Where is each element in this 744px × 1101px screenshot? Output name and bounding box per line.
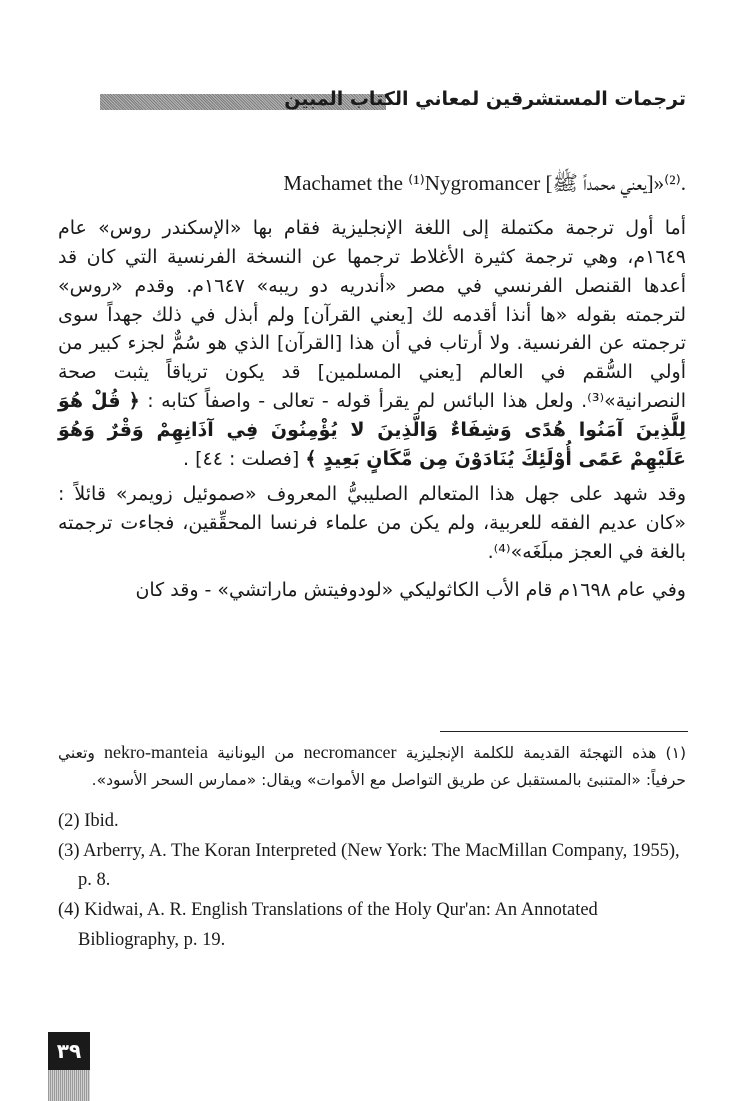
paragraph-2-text: وقد شهد على جهل هذا المتعالم الصليبيُّ المعروف «صموئيل زويمر» قائلاً : «كان عديم الفقه للعربية، ولم يكن من علماء فرنسا المحقِّقين، فجاءت ترجمته بالغة في العجز مبلَغَه»⁽⁴⁾.	[58, 482, 686, 563]
footnote-1-part-b: من اليونانية	[217, 744, 295, 762]
verse-reference: [فصلت : ٤٤] .	[182, 447, 300, 470]
footnote-2: (2) Ibid.	[58, 811, 119, 832]
footnote-1-part-a: (١) هذه التهجئة القديمة للكلمة الإنجليزية	[405, 744, 686, 762]
footnote-3: (3) Arberry, A. The Koran Interpreted (New York: The MacMillan Company, 1955), p. 8.	[58, 840, 680, 891]
paragraph-1-text: أما أول ترجمة مكتملة إلى اللغة الإنجليزية فقام بها «الإسكندر روس» عام ١٦٤٩م، وهي ترجمة كثيرة الأغلاط ترجمها عن النسخة الفرنسية التي كان قد أعدها القنصل الفرنسي في مصر «أندريه دو ريبه» ١٦٤٧م. وقدم «روس» لترجمته بقوله «ها أنذا أقدمه لك [يعني القرآن] ولم أبذل في ذلك جهداً سوى ترجمته عن الفرنسية. ولا أرتاب في أن هذا [القرآن] الذي هو سُمٌّ لجزء كبير من أولي السُّقم في العالم [يعني المسلمين] قد يكون ترياقاً يثبت صحة النصرانية»⁽³⁾. ولعل هذا البائس لم يقرأ قوله - تعالى - واصفاً كتابه :	[58, 216, 687, 413]
opening-line-text: Machamet the ⁽¹⁾Nygromancer [يعني محمداً ﷺ]»⁽²⁾.	[283, 171, 686, 195]
footnote-1	[58, 738, 686, 793]
footnote-1-part-c: وتعني حرفياً: «المتنبئ بالمستقبل عن طريق التواصل مع الأموات» ويقال: «ممارس السحر الأسود».	[58, 744, 686, 789]
footnotes	[58, 738, 686, 955]
quran-verse: ﴿ قُلْ هُوَ لِلَّذِينَ آمَنُوا هُدًى وَشِفَاءٌ وَالَّذِينَ لا يُؤْمِنُونَ فِي آذَانِهِمْ وَقْرٌ وَهُوَ عَلَيْهِمْ عَمًى أُوْلَئِكَ يُنَادَوْنَ مِن مَّكَانٍ بَعِيدٍ ﴾	[58, 390, 686, 470]
opening-line	[58, 168, 686, 200]
footnote-4: (4) Kidwai, A. R. English Translations of the Holy Qur'an: An Annotated Bibliography, p. 19.	[58, 900, 598, 950]
paragraph-3-text: وفي عام ١٦٩٨م قام الأب الكاثوليكي «لودوفيتش ماراتشي» - وقد كان	[135, 579, 686, 602]
footnote-1-latin-a: necromancer	[303, 742, 397, 762]
footnote-separator	[440, 731, 688, 732]
main-text	[58, 168, 686, 611]
footnote-1-latin-b: nekro-manteia	[104, 742, 208, 762]
paragraph-3	[58, 576, 686, 605]
page-number-shading	[48, 1070, 90, 1101]
paragraph-1	[58, 214, 686, 474]
header-title: ترجمات المستشرقين لمعاني الكتاب المبين	[284, 88, 686, 110]
paragraph-2	[58, 480, 686, 567]
running-header	[100, 88, 686, 118]
page-number: ٣٩	[48, 1032, 90, 1070]
